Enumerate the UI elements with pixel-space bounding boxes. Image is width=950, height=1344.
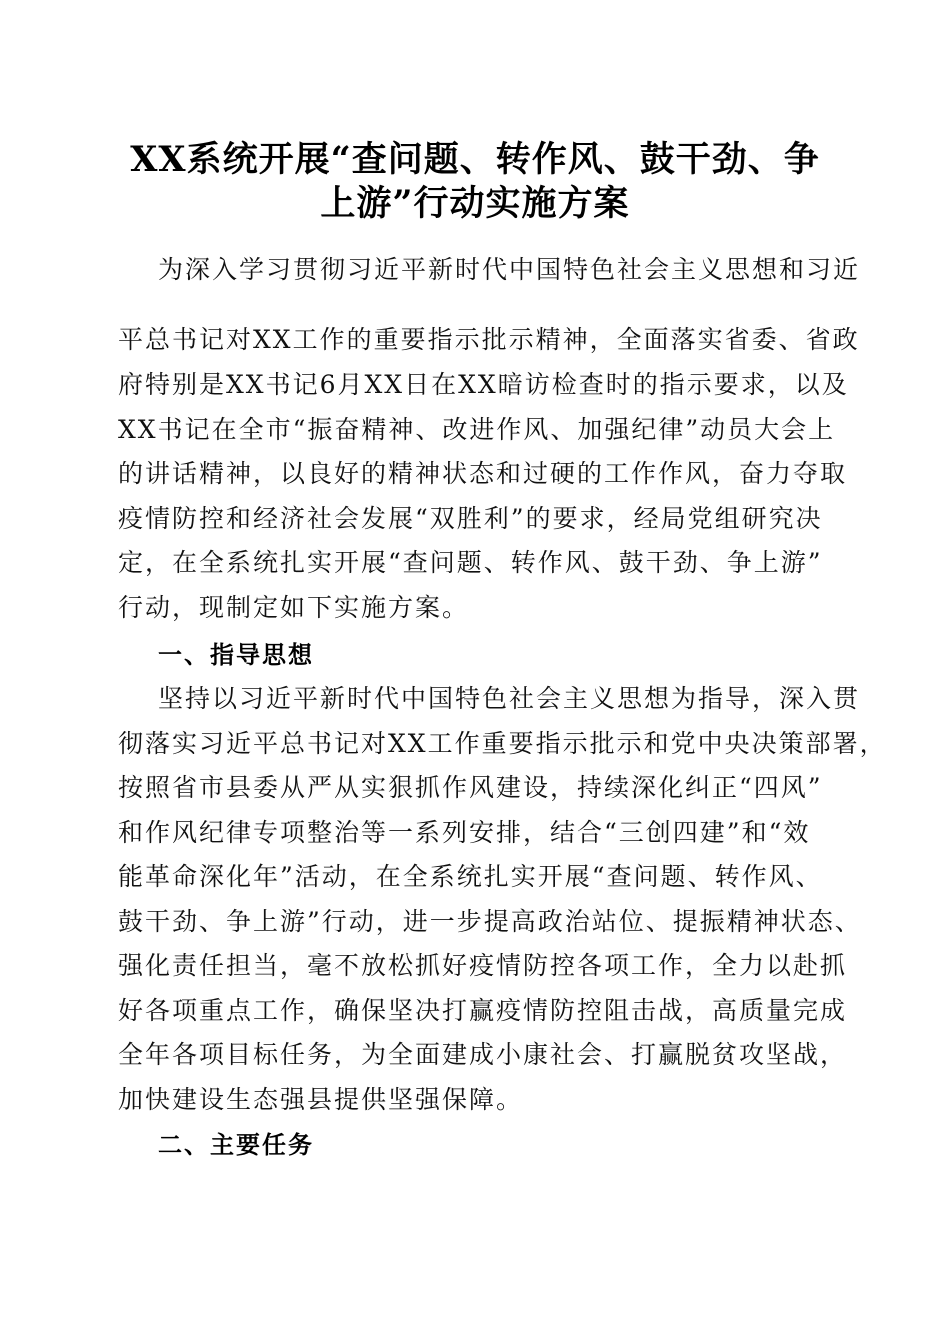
section1-line: 全年各项目标任务，为全面建成小康社会、打赢脱贫攻坚战， — [118, 1040, 848, 1069]
section1-line: 强化责任担当，毫不放松抓好疫情防控各项工作，全力以赴抓 — [118, 951, 848, 980]
section1-line: 坚持以习近平新时代中国特色社会主义思想为指导，深入贯 — [158, 684, 861, 713]
document-title-line-1: XX系统开展“查问题、转作风、鼓干劲、争 — [130, 139, 820, 180]
intro-line: 平总书记对XX工作的重要指示批示精神，全面落实省委、省政 — [118, 325, 860, 354]
section-heading-main-tasks: 二、主要任务 — [158, 1131, 314, 1159]
intro-line: 的讲话精神，以良好的精神状态和过硬的工作作风，奋力夺取 — [118, 459, 848, 488]
section1-line: 和作风纪律专项整治等一系列安排，结合“三创四建”和“效 — [118, 818, 811, 847]
intro-line: 疫情防控和经济社会发展“双胜利”的要求，经局党组研究决 — [118, 504, 823, 533]
section1-line: 按照省市县委从严从实狠抓作风建设，持续深化纠正“四风” — [118, 773, 823, 802]
section1-line: 能革命深化年”活动，在全系统扎实开展“查问题、转作风、 — [118, 862, 823, 891]
section1-line: 好各项重点工作，确保坚决打赢疫情防控阻击战，高质量完成 — [118, 996, 848, 1025]
section1-line: 彻落实习近平总书记对XX工作重要指示批示和党中央决策部署， — [118, 729, 887, 758]
intro-line: 行动，现制定如下实施方案。 — [118, 593, 470, 622]
intro-line: 为深入学习贯彻习近平新时代中国特色社会主义思想和习近 — [158, 255, 861, 284]
document-title-line-2: 上游”行动实施方案 — [320, 183, 630, 224]
intro-line: 定，在全系统扎实开展“查问题、转作风、鼓干劲、争上游” — [118, 548, 823, 577]
intro-line: XX书记在全市“振奋精神、改进作风、加强纪律”动员大会上 — [118, 415, 836, 444]
intro-line: 府特别是XX书记6月XX日在XX暗访检查时的指示要求，以及 — [118, 370, 849, 399]
section-heading-guiding-ideology: 一、指导思想 — [158, 641, 314, 669]
section1-line: 加快建设生态强县提供坚强保障。 — [118, 1085, 524, 1114]
section1-line: 鼓干劲、争上游”行动，进一步提高政治站位、提振精神状态、 — [118, 907, 862, 936]
